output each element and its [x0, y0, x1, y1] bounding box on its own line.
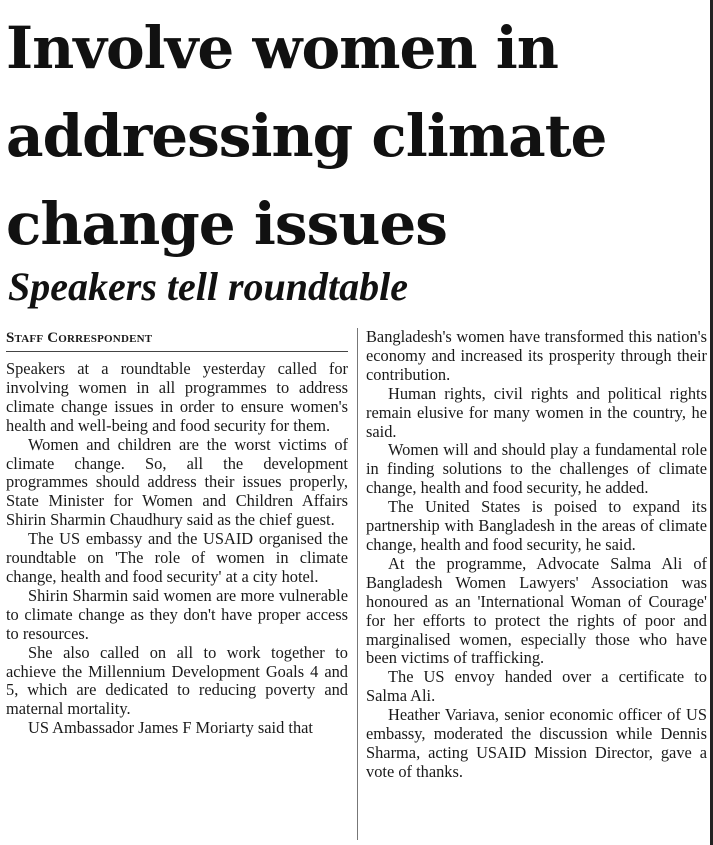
headline [6, 4, 706, 268]
byline: Staff Correspondent [6, 328, 348, 352]
paragraph: She also called on all to work together to achieve the Millennium Development Goals 4 and 5, which are dedicated to reducing poverty and maternal mortality. [6, 642, 348, 719]
paragraph: Heather Variava, senior economic officer of US embassy, moderated the discussion while Dennis Sharma, acting USAID Mission Director, gave a vote of thanks. [366, 705, 707, 781]
headline-line-2: addressing climate [6, 102, 607, 170]
paragraph: Shirin Sharmin said women are more vulnerable to climate change as they don't have proper access to resources. [6, 585, 348, 643]
paragraph: The US embassy and the USAID organised the roundtable on 'The role of women in climate change, health and food security' at a city hotel. [6, 529, 348, 586]
paragraph: Speakers at a roundtable yesterday called for involving women in all programmes to address climate change issues in order to ensure women's health and well-being and food security for them. [6, 359, 348, 435]
headline-line-3: change issues [6, 190, 447, 258]
paragraph: US Ambassador James F Moriarty said that [28, 718, 313, 738]
subheadline: Speakers tell roundtable [8, 264, 409, 309]
paragraph: At the programme, Advocate Salma Ali of Bangladesh Women Lawyers' Association was honoured as an 'International Woman of Courage' for her efforts to protect the rights of poor and marginalised women, especially those who have been victims of trafficking. [366, 553, 707, 668]
headline-line-1: Involve women in [6, 14, 558, 82]
paragraph: Women will and should play a fundamental role in finding solutions to the challenges of climate change, health and food security, he added. [366, 440, 707, 498]
column-divider [357, 328, 358, 840]
paragraph: Bangladesh's women have transformed this nation's economy and increased its prosperity through their contribution. [366, 327, 707, 384]
article-column-right [366, 328, 707, 782]
article-column-left [6, 328, 348, 738]
paragraph: Women and children are the worst victims of climate change. So, all the development programmes should address their issues properly, State Minister for Women and Children Affairs Shirin Sharmin Chaudhury said as the chief guest. [6, 434, 348, 530]
paragraph: Human rights, civil rights and political rights remain elusive for many women in the country, he said. [366, 383, 707, 441]
paragraph: The US envoy handed over a certificate to Salma Ali. [366, 667, 707, 706]
paragraph: The United States is poised to expand its partnership with Bangladesh in the areas of climate change, health and food security, he said. [366, 497, 707, 554]
